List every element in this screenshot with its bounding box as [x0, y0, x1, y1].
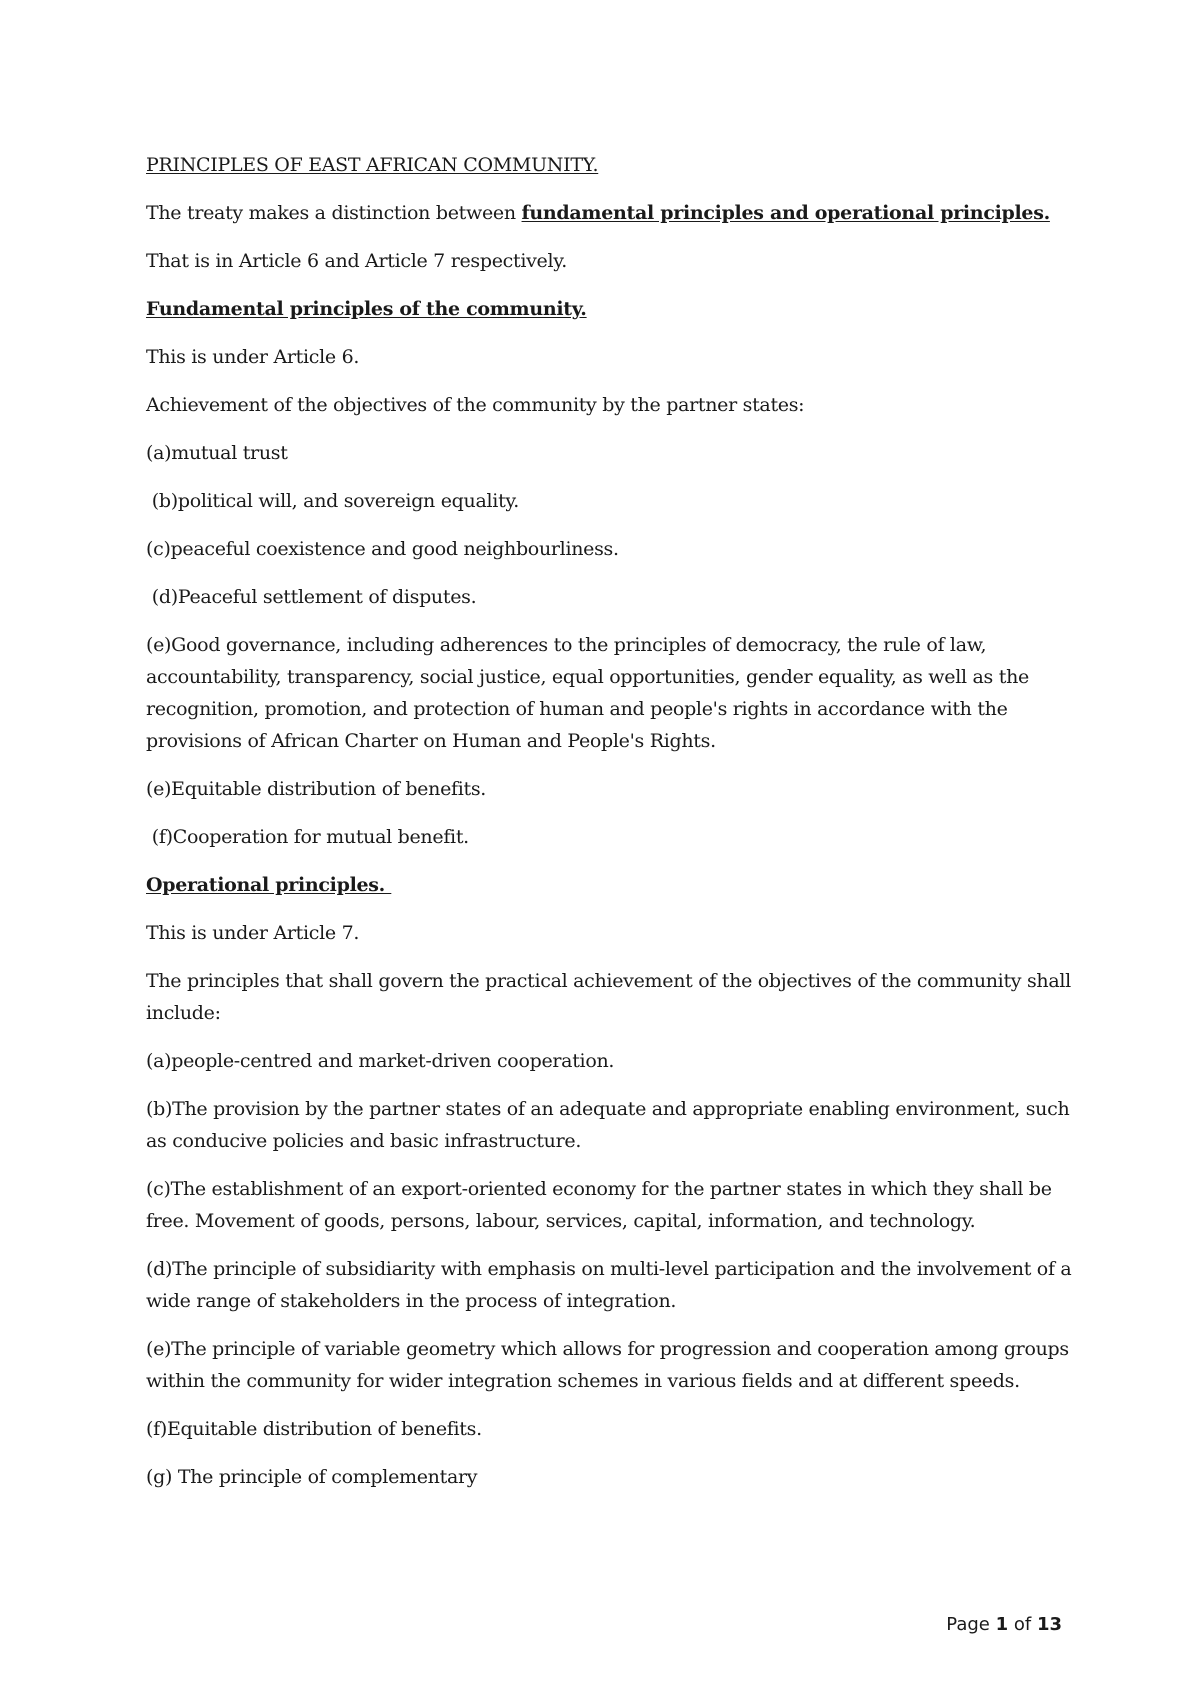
- operational-item: (b)The provision by the partner states of an adequate and appropriate enabling environment, such as conducive policies and basic infrastructure.: [146, 1098, 1070, 1152]
- fundamental-item: (e)Equitable distribution of benefits.: [146, 778, 487, 800]
- operational-article: This is under Article 7.: [146, 922, 360, 944]
- document-body: [146, 149, 1086, 1509]
- operational-item: (f)Equitable distribution of benefits.: [146, 1418, 482, 1440]
- intro-emphasis: fundamental principles and operational principles.: [521, 202, 1050, 224]
- fundamental-article: This is under Article 6.: [146, 346, 360, 368]
- document-title: [146, 149, 1086, 181]
- fundamental-item: (d)Peaceful settlement of disputes.: [146, 586, 477, 608]
- operational-heading: [146, 869, 1086, 901]
- operational-heading-text: Operational principles.: [146, 874, 392, 896]
- fundamental-lead: Achievement of the objectives of the community by the partner states:: [146, 394, 805, 416]
- fundamental-item: (f)Cooperation for mutual benefit.: [146, 826, 469, 848]
- page-word: Page: [946, 1614, 996, 1635]
- current-page-number: 1: [995, 1614, 1009, 1635]
- page-number-footer: [946, 1614, 1062, 1635]
- intro-paragraph: [146, 197, 1086, 229]
- fundamental-item: (c)peaceful coexistence and good neighbourliness.: [146, 538, 619, 560]
- operational-item: (e)The principle of variable geometry which allows for progression and cooperation among groups within the community for wider integration schemes in various fields and at different speeds.: [146, 1338, 1069, 1392]
- operational-item: (g) The principle of complementary: [146, 1466, 478, 1488]
- document-title-text: PRINCIPLES OF EAST AFRICAN COMMUNITY.: [146, 154, 599, 176]
- operational-item: (d)The principle of subsidiarity with emphasis on multi-level participation and the involvement of a wide range of stakeholders in the process of integration.: [146, 1258, 1072, 1312]
- intro-text: The treaty makes a distinction between: [146, 202, 522, 224]
- fundamental-item: (e)Good governance, including adherences to the principles of democracy, the rule of law, accountability, transparency, social justice, equal opportunities, gender equality, as well as the recognition, promotion, and protection of human and people's rights in accordance with the provisions of African Charter on Human and People's Rights.: [146, 634, 1029, 752]
- total-page-count: 13: [1036, 1614, 1062, 1635]
- fundamental-heading-text: Fundamental principles of the community.: [146, 298, 587, 320]
- fundamental-item: (b)political will, and sovereign equality.: [146, 490, 520, 512]
- operational-item: (a)people-centred and market-driven cooperation.: [146, 1050, 615, 1072]
- fundamental-heading: [146, 293, 1086, 325]
- of-word: of: [1008, 1614, 1037, 1635]
- operational-lead: The principles that shall govern the practical achievement of the objectives of the community shall include:: [146, 970, 1071, 1024]
- fundamental-item: (a)mutual trust: [146, 442, 288, 464]
- intro-articles: That is in Article 6 and Article 7 respectively.: [146, 250, 567, 272]
- operational-item: (c)The establishment of an export-oriented economy for the partner states in which they shall be free. Movement of goods, persons, labour, services, capital, information, and technology.: [146, 1178, 1052, 1232]
